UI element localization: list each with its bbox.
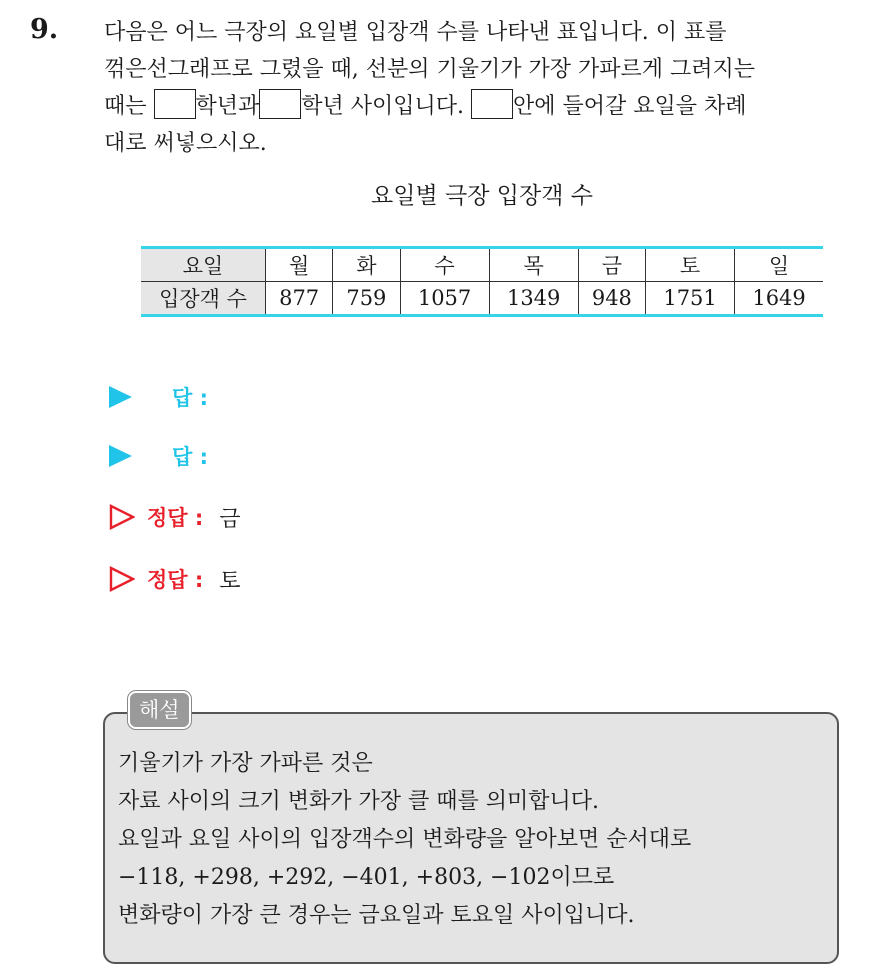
question-text	[104, 14, 864, 162]
value-cell: 1349	[489, 282, 578, 316]
correct-answer-value: 금	[219, 506, 241, 532]
explanation-line: 기울기가 가장 가파른 것은	[118, 751, 373, 776]
attendance-table	[141, 246, 823, 317]
value-cell: 948	[578, 282, 645, 316]
day-cell: 토	[646, 248, 735, 282]
value-cell: 759	[333, 282, 400, 316]
value-cell: 1751	[646, 282, 735, 316]
table-values-row	[141, 282, 823, 316]
answer-row-2	[109, 441, 208, 471]
day-cell: 목	[489, 248, 578, 282]
table-header-row	[141, 248, 823, 282]
answer-label: 답 :	[172, 386, 208, 410]
value-cell: 877	[266, 282, 333, 316]
question-number: 9.	[30, 14, 59, 45]
explanation-tab: 해설	[128, 691, 191, 729]
day-cell: 일	[735, 248, 823, 282]
header-label-cell: 요일	[141, 248, 266, 282]
triangle-bullet-icon	[109, 386, 132, 408]
line3-pre: 때는	[104, 94, 147, 119]
triangle-outline-icon	[109, 504, 135, 530]
explanation-text	[118, 745, 828, 935]
day-cell: 수	[400, 248, 489, 282]
question-line-2: 꺾은선그래프로 그렸을 때, 선분의 기울기가 가장 가파르게 그려지는	[104, 57, 756, 82]
explanation-line: 자료 사이의 크기 변화가 가장 클 때를 의미합니다.	[118, 789, 599, 814]
answer-blank-2	[259, 89, 301, 119]
explanation-line: 변화량이 가장 큰 경우는 금요일과 토요일 사이입니다.	[118, 903, 635, 928]
triangle-bullet-icon	[109, 445, 132, 467]
explanation-line: 요일과 요일 사이의 입장객수의 변화량을 알아보면 순서대로	[118, 827, 692, 852]
correct-answer-value: 토	[219, 568, 241, 594]
correct-answer-label: 정답 :	[147, 568, 204, 592]
row-label-cell: 입장객 수	[141, 282, 266, 316]
question-line-1: 다음은 어느 극장의 요일별 입장객 수를 나타낸 표입니다. 이 표를	[104, 20, 727, 45]
answer-blank-1	[154, 89, 196, 119]
explanation-line: −118, +298, +292, −401, +803, −102이므로	[118, 865, 615, 890]
day-cell: 화	[333, 248, 400, 282]
answer-row-1	[109, 382, 208, 412]
answer-label: 답 :	[172, 445, 208, 469]
correct-answer-row-1	[109, 502, 241, 532]
question-line-3	[104, 88, 864, 125]
answer-blank-3	[471, 89, 513, 119]
question-line-4: 대로 써넣으시오.	[104, 131, 267, 156]
value-cell: 1057	[400, 282, 489, 316]
day-cell: 금	[578, 248, 645, 282]
line3-post: 안에 들어갈 요일을 차례	[513, 94, 747, 119]
correct-answer-row-2	[109, 564, 241, 594]
line3-mid1: 학년과	[195, 94, 260, 119]
correct-answer-label: 정답 :	[147, 506, 204, 530]
table-title: 요일별 극장 입장객 수	[371, 183, 593, 209]
day-cell: 월	[266, 248, 333, 282]
line3-mid2: 학년 사이입니다.	[301, 94, 465, 119]
triangle-outline-icon	[109, 566, 135, 592]
value-cell: 1649	[735, 282, 823, 316]
